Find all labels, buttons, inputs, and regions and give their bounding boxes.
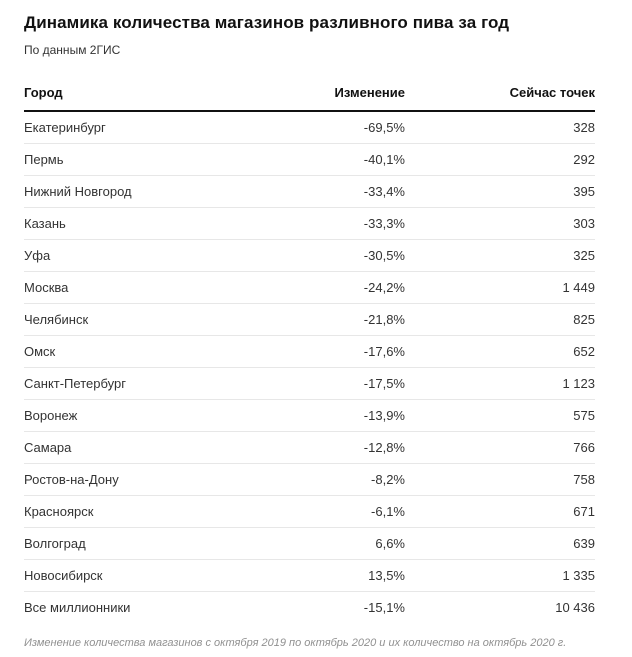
change-cell: 13,5%	[225, 559, 405, 591]
change-cell: -17,5%	[225, 367, 405, 399]
current-points-cell: 325	[405, 239, 595, 271]
current-points-cell: 766	[405, 431, 595, 463]
table-row	[24, 527, 595, 559]
city-cell: Москва	[24, 271, 225, 303]
current-points-cell: 758	[405, 463, 595, 495]
change-cell: -8,2%	[225, 463, 405, 495]
beer-shops-table	[24, 79, 595, 623]
table-header-row	[24, 79, 595, 111]
current-points-cell: 303	[405, 207, 595, 239]
table-row	[24, 335, 595, 367]
page-title: Динамика количества магазинов разливного пива за год	[24, 13, 510, 32]
city-cell: Ростов-на-Дону	[24, 463, 225, 495]
table-row	[24, 207, 595, 239]
current-points-cell: 1 123	[405, 367, 595, 399]
current-points-cell: 639	[405, 527, 595, 559]
footnote: Изменение количества магазинов с октября 2019 по октябрь 2020 и их количество на октябрь 2020 г.	[24, 637, 567, 649]
city-cell: Все миллионники	[24, 599, 131, 615]
city-cell: Красноярск	[24, 495, 225, 527]
table-body	[24, 111, 595, 623]
change-cell: -24,2%	[225, 271, 405, 303]
current-points-cell: 328	[405, 111, 595, 143]
current-points-cell: 1 449	[405, 271, 595, 303]
table-row	[24, 431, 595, 463]
column-header-city: Город	[24, 79, 225, 111]
change-cell: -6,1%	[225, 495, 405, 527]
change-cell: -12,8%	[225, 431, 405, 463]
table-row	[24, 463, 595, 495]
table-row	[24, 175, 595, 207]
change-cell: -13,9%	[225, 399, 405, 431]
city-cell: Самара	[24, 431, 225, 463]
current-points-cell: 575	[405, 399, 595, 431]
city-cell: Челябинск	[24, 303, 225, 335]
city-cell: Нижний Новгород	[24, 175, 225, 207]
change-cell: 6,6%	[225, 527, 405, 559]
data-source-subtitle: По данным 2ГИС	[24, 43, 121, 57]
table-header	[24, 79, 595, 111]
change-cell: -17,6%	[225, 335, 405, 367]
city-cell: Санкт-Петербург	[24, 367, 225, 399]
change-cell: -33,3%	[225, 207, 405, 239]
city-cell: Казань	[24, 207, 225, 239]
table-row	[24, 271, 595, 303]
change-cell: -69,5%	[225, 111, 405, 143]
city-cell: Волгоград	[24, 527, 225, 559]
column-header-current-points: Сейчас точек	[405, 79, 595, 111]
change-cell: -40,1%	[225, 143, 405, 175]
city-cell: Омск	[24, 335, 225, 367]
current-points-cell: 1 335	[405, 559, 595, 591]
current-points-cell: 10 436	[555, 599, 595, 615]
table-row	[24, 559, 595, 591]
table-row	[24, 111, 595, 143]
table-row	[24, 591, 595, 623]
current-points-cell: 825	[405, 303, 595, 335]
table-row	[24, 399, 595, 431]
change-cell: -33,4%	[225, 175, 405, 207]
table-row	[24, 143, 595, 175]
change-cell: -21,8%	[225, 303, 405, 335]
city-cell: Воронеж	[24, 399, 225, 431]
current-points-cell: 671	[405, 495, 595, 527]
current-points-cell: 395	[405, 175, 595, 207]
column-header-change: Изменение	[225, 79, 405, 111]
current-points-cell: 652	[405, 335, 595, 367]
city-cell: Екатеринбург	[24, 111, 225, 143]
city-cell: Новосибирск	[24, 559, 225, 591]
table-row	[24, 495, 595, 527]
city-cell: Уфа	[24, 239, 225, 271]
table-row	[24, 303, 595, 335]
change-cell: -15,1%	[363, 599, 405, 615]
table-row	[24, 239, 595, 271]
city-cell: Пермь	[24, 143, 225, 175]
change-cell: -30,5%	[225, 239, 405, 271]
table-row	[24, 367, 595, 399]
current-points-cell: 292	[405, 143, 595, 175]
